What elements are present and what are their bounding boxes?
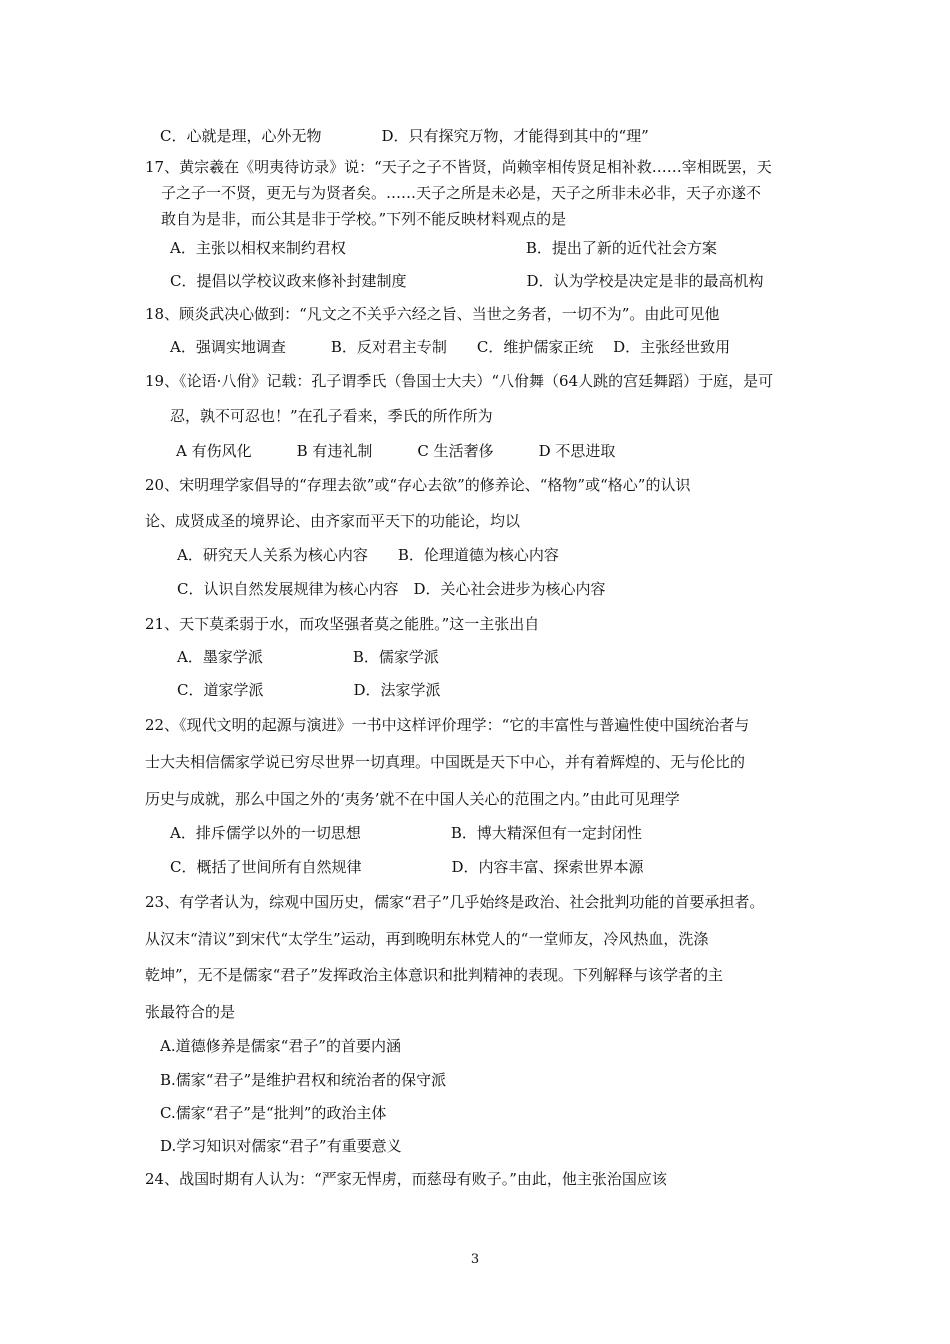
question-18: 18、顾炎武决心做到：“凡文之不关乎六经之旨、当世之务者，一切不为”。由此可见他: [145, 305, 720, 323]
text-line: 论、成贤成圣的境界论、由齐家而平天下的功能论，均以: [145, 512, 521, 530]
page-number: 3: [470, 1252, 480, 1267]
option-line: A 有伤风化 B 有违礼制 C 生活奢侈 D 不思进取: [176, 442, 616, 460]
option-line: B.儒家“君子”是维护君权和统治者的保守派: [160, 1071, 447, 1089]
text-line: 子之子一不贤，更无与为贤者矣。……天子之所是未必是，天子之所非未必非，天子亦遂不: [161, 184, 762, 202]
question-24: 24、战国时期有人认为：“严家无悍虏，而慈母有败子。”由此，他主张治国应该: [145, 1170, 667, 1188]
text-line: 忍，孰不可忍也！”在孔子看来，季氏的所作所为: [170, 407, 493, 425]
option-line: A．排斥儒学以外的一切思想 B．博大精深但有一定封闭性: [170, 824, 642, 842]
question-19: 19、《论语·八佾》记载：孔子谓季氏（鲁国士大夫）“八佾舞（64人跳的宫廷舞蹈）于庭，是可: [145, 372, 774, 390]
question-20: 20、宋明理学家倡导的“存理去欲”或“存心去欲”的修养论、“格物”或“格心”的认识: [145, 476, 691, 494]
text-line: 敢自为是非，而公其是非于学校。”下列不能反映材料观点的是: [161, 210, 567, 228]
option-line: C．提倡以学校议政来修补封建制度 D．认为学校是决定是非的最高机构: [170, 272, 764, 290]
option-line: A．研究天人关系为核心内容 B．伦理道德为核心内容: [177, 546, 559, 564]
question-17: 17、黄宗羲在《明夷待访录》说：“天子之子不皆贤，尚赖宰相传贤足相补救……宰相既罢，天: [145, 158, 772, 176]
option-line: D.学习知识对儒家“君子”有重要意义: [160, 1137, 402, 1155]
text-line: 张最符合的是: [145, 1003, 236, 1021]
option-line: C．道家学派 D．法家学派: [177, 681, 441, 699]
text-line: 从汉末“清议”到宋代“太学生”运动，再到晚明东林党人的“一堂师友，冷风热血，洗涤: [145, 930, 709, 948]
option-line: C．认识自然发展规律为核心内容 D．关心社会进步为核心内容: [177, 580, 606, 598]
option-line: C．概括了世间所有自然规律 D．内容丰富、探索世界本源: [170, 858, 644, 876]
question-23: 23、有学者认为，综观中国历史，儒家“君子”几乎始终是政治、社会批判功能的首要承担者。: [145, 893, 765, 911]
question-21: 21、天下莫柔弱于水，而攻坚强者莫之能胜。”这一主张出自: [145, 615, 540, 633]
option-line: A．强调实地调查 B．反对君主专制 C．维护儒家正统 D．主张经世致用: [170, 338, 731, 356]
option-line: A．主张以相权来制约君权 B．提出了新的近代社会方案: [170, 239, 717, 257]
question-22: 22、《现代文明的起源与演进》一书中这样评价理学：“它的丰富性与普遍性使中国统治者与: [145, 716, 750, 734]
text-line: 士大夫相信儒家学说已穷尽世界一切真理。中国既是天下中心，并有着辉煌的、无与伦比的: [145, 753, 746, 771]
text-line: 历史与成就，那么中国之外的‘夷务’就不在中国人关心的范围之内。”由此可见理学: [145, 790, 680, 808]
option-line: A．墨家学派 B．儒家学派: [177, 648, 439, 666]
text-line: 乾坤”，无不是儒家“君子”发挥政治主体意识和批判精神的表现。下列解释与该学者的主: [145, 966, 724, 984]
option-line: A.道德修养是儒家“君子”的首要内涵: [160, 1037, 401, 1055]
option-line: C.儒家“君子”是“批判”的政治主体: [160, 1104, 387, 1122]
text-line: C．心就是理，心外无物 D．只有探究万物，才能得到其中的“理”: [160, 127, 649, 145]
